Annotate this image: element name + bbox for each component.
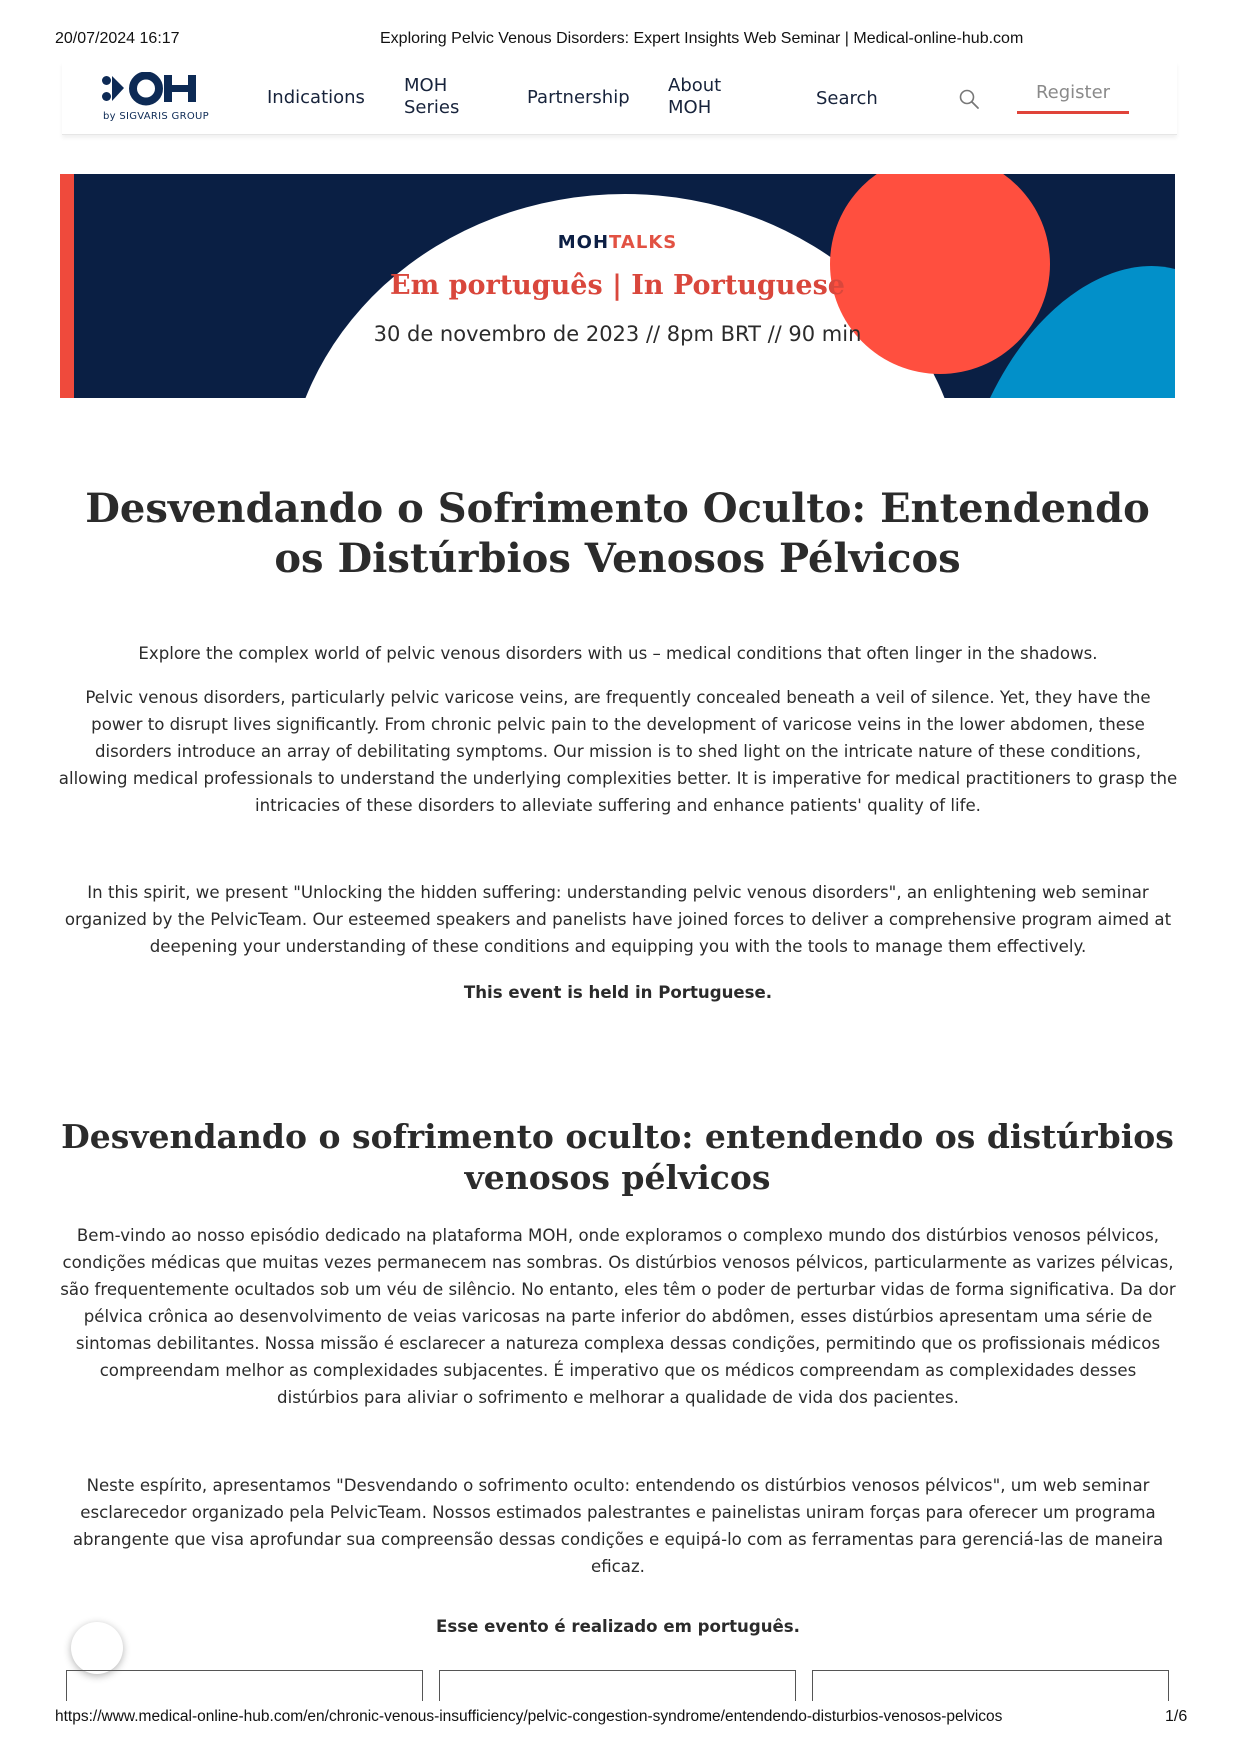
print-page-number: 1/6 (1165, 1708, 1188, 1725)
speaker-card[interactable] (66, 1670, 423, 1701)
page-title: Desvendando o Sofrimento Oculto: Entendendo os Distúrbios Venosos Pélvicos (85, 485, 1150, 582)
paragraph-pt-1: Bem-vindo ao nosso episódio dedicado na plataforma MOH, onde exploramos o complexo mundo dos distúrbios venosos pélvicos, condições médicas que muitas vezes permanecem nas sombras. Os distúrbios venosos pélvicos, particularmente as varizes pélvicas, são frequentemente ocultados sob um véu de silêncio. No entanto, eles têm o poder de perturbar vidas de forma significativa. Da dor pélvica crônica ao desenvolvimento de veias varicosas na parte inferior do abdômen, esses distúrbios apresentam uma série de sintomas debilitantes. Nossa missão é esclarecer a natureza complexa dessas condições, permitindo que os profissionais médicos compreendam melhor as complexidades subjacentes. É imperativo que os médicos compreendam as complexidades desses distúrbios para aliviar o sofrimento e melhorar a qualidade de vida dos pacientes. (60, 1226, 1176, 1407)
print-page-title: Exploring Pelvic Venous Disorders: Expert Insights Web Seminar | Medical-online-hub.com (380, 30, 1024, 47)
search-label[interactable]: Search (816, 88, 878, 109)
nav-indications[interactable]: Indications (267, 87, 365, 108)
logo-subtitle: by SIGVARIS GROUP (103, 111, 209, 122)
paragraph-en-1: Pelvic venous disorders, particularly pelvic varicose veins, are frequently concealed beneath a veil of silence. Yet, they have the power to disrupt lives significantly. From chronic pelvic pain to the development of varicose veins in the lower abdomen, these disorders introduce an array of debilitating symptoms. Our mission is to shed light on the intricate nature of these conditions, allowing medical professionals to understand the underlying complexities better. It is imperative for medical practitioners to grasp the intricacies of these disorders to alleviate suffering and enhance patients' quality of life. (58, 688, 1178, 815)
speaker-card[interactable] (439, 1670, 796, 1701)
section-title-pt: Desvendando o sofrimento oculto: entendendo os distúrbios venosos pélvicos (61, 1117, 1174, 1197)
nav-about-moh[interactable]: About MOH (668, 75, 722, 118)
paragraph-en-2: In this spirit, we present "Unlocking the hidden suffering: understanding pelvic venous disorders", an enlightening web seminar organized by the PelvicTeam. Our esteemed speakers and panelists have joined forces to deliver a comprehensive program aimed at deepening your understanding of these conditions and equipping you with the tools to manage them effectively. (64, 883, 1172, 956)
chat-widget-button[interactable] (71, 1622, 123, 1674)
print-url: https://www.medical-online-hub.com/en/chronic-venous-insufficiency/pelvic-congestion-syndrome/entendendo-disturbios-venosos-pelvicos (55, 1708, 1003, 1725)
speaker-card[interactable] (812, 1670, 1169, 1701)
nav-partnership[interactable]: Partnership (527, 87, 630, 108)
event-banner (60, 174, 1175, 398)
banner-language: Em português | In Portuguese (390, 270, 845, 301)
nav-moh-series[interactable]: MOH Series (404, 75, 460, 118)
top-navbar (62, 62, 1177, 135)
print-header (0, 30, 1240, 52)
banner-date: 30 de novembro de 2023 // 8pm BRT // 90 min (373, 322, 862, 346)
brand-moh: MOH (557, 232, 610, 253)
register-button[interactable]: Register (1017, 79, 1129, 114)
language-note-pt: Esse evento é realizado em português. (436, 1617, 800, 1636)
moh-talks-brand (60, 232, 1175, 253)
search-icon[interactable] (958, 88, 980, 110)
print-footer (0, 1708, 1240, 1730)
brand-talks: TALKS (609, 232, 678, 253)
paragraph-pt-2: Neste espírito, apresentamos "Desvendando o sofrimento oculto: entendendo os distúrbios venosos pélvicos", um web seminar esclarecedor organizado pela PelvicTeam. Nossos estimados palestrantes e painelistas uniram forças para oferecer um programa abrangente que visa aprofundar sua compreensão dessas condições e equipá-lo com as ferramentas para gerenciá-las de maneira eficaz. (72, 1476, 1164, 1576)
speaker-cards-row (66, 1670, 1176, 1690)
print-date: 20/07/2024 16:17 (55, 30, 180, 47)
language-note-en: This event is held in Portuguese. (463, 983, 773, 1002)
intro-text: Explore the complex world of pelvic venous disorders with us – medical conditions that often linger in the shadows. (138, 644, 1098, 663)
